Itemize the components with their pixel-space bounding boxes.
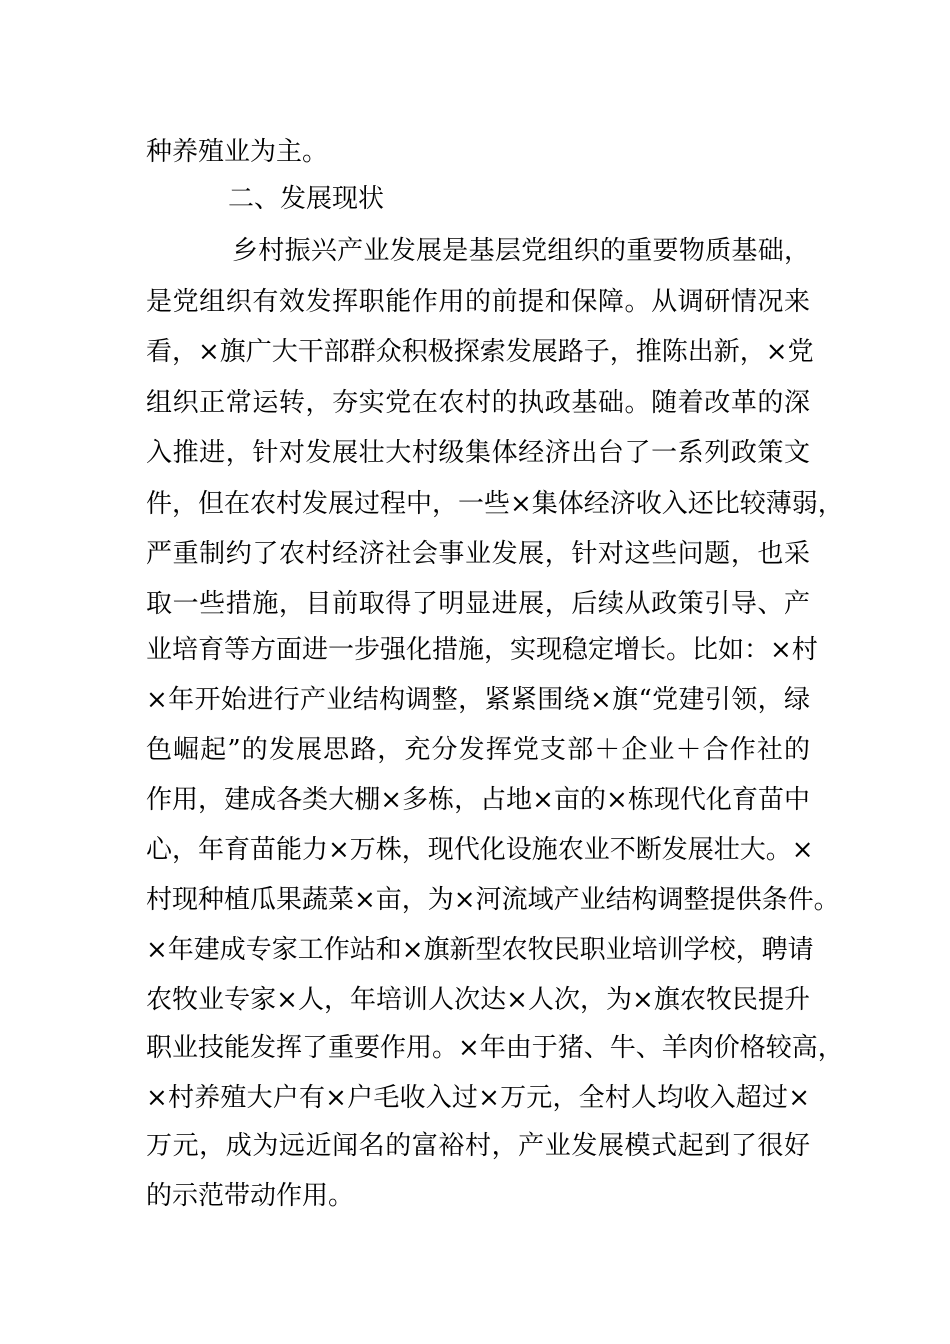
paragraph-line-11: 色崛起”的发展思路，充分发挥党支部＋企业＋合作社的 <box>146 735 810 765</box>
paragraph-line-18: ×村养殖大户有×户毛收入过×万元，全村人均收入超过× <box>146 1083 810 1113</box>
paragraph-line-5: 入推进，针对发展壮大村级集体经济出台了一系列政策文 <box>146 438 810 468</box>
paragraph-line-4: 组织正常运转，夯实党在农村的执政基础。随着改革的深 <box>146 388 810 418</box>
paragraph-line-14: 村现种植瓜果蔬菜×亩，为×河流域产业结构调整提供条件。 <box>146 885 840 915</box>
paragraph-line-6: 件，但在农村发展过程中，一些×集体经济收入还比较薄弱， <box>146 489 844 519</box>
paragraph-line-19: 万元，成为远近闻名的富裕村，产业发展模式起到了很好 <box>146 1131 810 1161</box>
carryover-text-line: 种养殖业为主。 <box>146 137 329 167</box>
paragraph-line-17: 职业技能发挥了重要作用。×年由于猪、牛、羊肉价格较高， <box>146 1033 844 1063</box>
paragraph-line-10: ×年开始进行产业结构调整，紧紧围绕×旗“党建引领，绿 <box>146 685 810 715</box>
paragraph-line-15: ×年建成专家工作站和×旗新型农牧民职业培训学校，聘请 <box>146 935 814 965</box>
paragraph-line-16: 农牧业专家×人，年培训人次达×人次，为×旗农牧民提升 <box>146 985 810 1015</box>
paragraph-line-2: 是党组织有效发挥职能作用的前提和保障。从调研情况来 <box>146 287 810 317</box>
paragraph-line-20: 的示范带动作用。 <box>146 1181 355 1211</box>
paragraph-line-7: 严重制约了农村经济社会事业发展，针对这些问题，也采 <box>146 539 810 569</box>
paragraph-line-9: 业培育等方面进一步强化措施，实现稳定增长。比如：×村 <box>146 635 818 665</box>
section-heading: 二、发展现状 <box>228 184 385 214</box>
paragraph-line-3: 看，×旗广大干部群众积极探索发展路子，推陈出新，×党 <box>146 337 814 367</box>
paragraph-line-8: 取一些措施，目前取得了明显进展，后续从政策引导、产 <box>146 589 810 619</box>
paragraph-line-12: 作用，建成各类大棚×多栋，占地×亩的×栋现代化育苗中 <box>146 785 810 815</box>
paragraph-line-13: 心，年育苗能力×万株，现代化设施农业不断发展壮大。× <box>146 835 814 865</box>
paragraph-line-1: 乡村振兴产业发展是基层党组织的重要物质基础， <box>232 236 810 266</box>
